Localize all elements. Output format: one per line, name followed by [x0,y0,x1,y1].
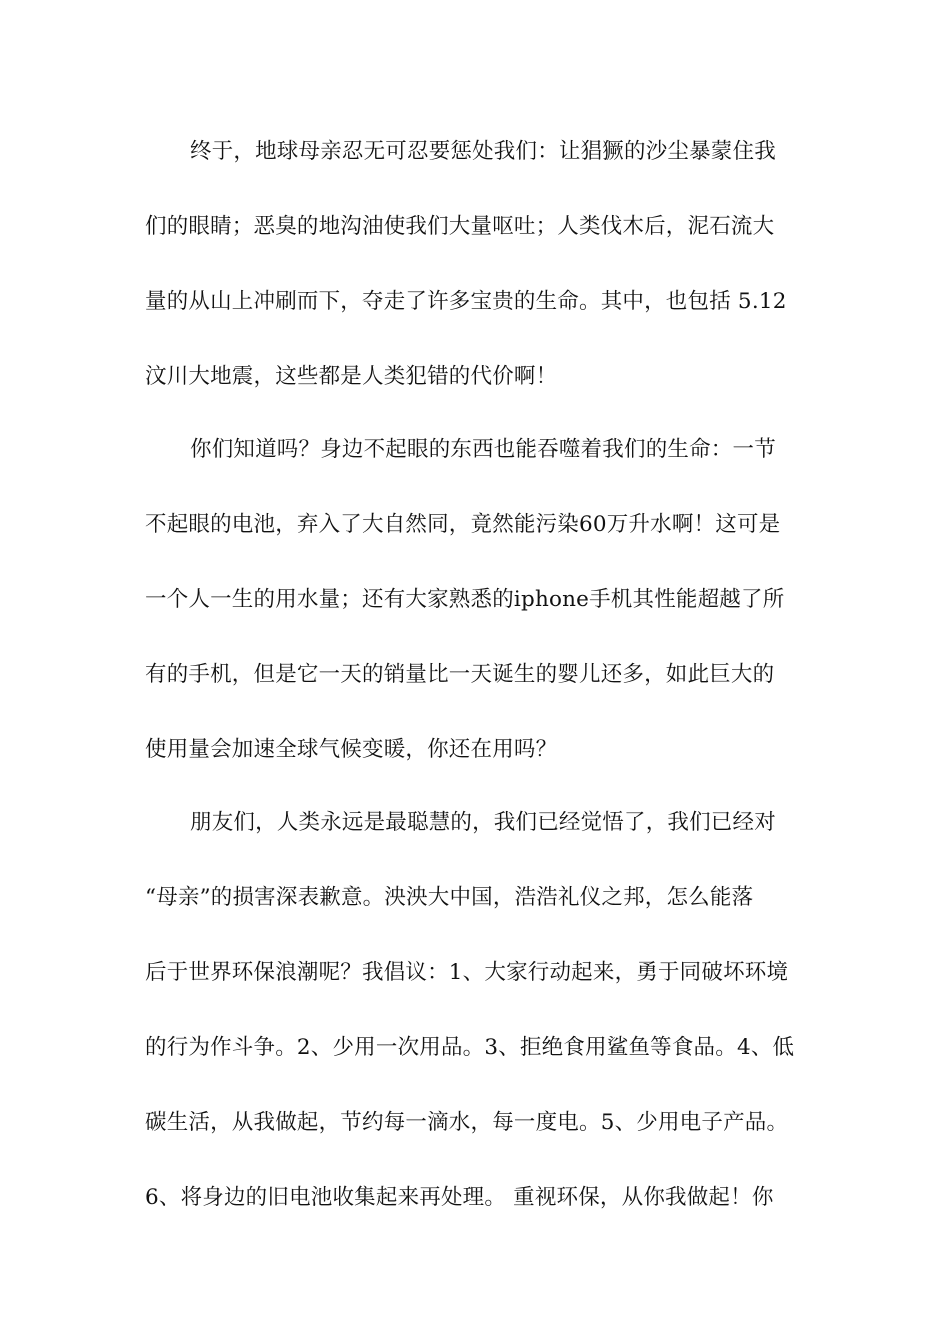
paragraph-1-line-2: 们的眼睛；恶臭的地沟油使我们大量呕吐；人类伐木后，泥石流大 [145,214,775,239]
paragraph-3-line-5: 碳生活，从我做起，节约每一滴水，每一度电。5、少用电子产品。 [145,1110,789,1135]
paragraph-2-line-1: 你们知道吗？身边不起眼的东西也能吞噬着我们的生命：一节 [190,437,776,462]
paragraph-2-line-4: 有的手机，但是它一天的销量比一天诞生的婴儿还多，如此巨大的 [145,662,775,687]
paragraph-1-line-4: 汶川大地震，这些都是人类犯错的代价啊！ [145,364,558,389]
paragraph-2-line-3: 一个人一生的用水量；还有大家熟悉的iphone手机其性能超越了所 [145,587,785,612]
paragraph-3-line-1: 朋友们，人类永远是最聪慧的，我们已经觉悟了，我们已经对 [190,810,776,835]
paragraph-3-line-2: “母亲”的损害深表歉意。泱泱大中国，浩浩礼仪之邦，怎么能落 [145,885,754,910]
paragraph-3-line-4: 的行为作斗争。2、少用一次用品。3、拒绝食用鲨鱼等食品。4、低 [145,1035,795,1060]
paragraph-1-line-1: 终于，地球母亲忍无可忍要惩处我们：让猖獗的沙尘暴蒙住我 [190,139,776,164]
paragraph-3-line-3: 后于世界环保浪潮呢？我倡议：1、大家行动起来，勇于同破坏环境 [145,960,789,985]
paragraph-2-line-5: 使用量会加速全球气候变暖，你还在用吗？ [145,737,558,762]
paragraph-2-line-2: 不起眼的电池，弃入了大自然同，竟然能污染60万升水啊！这可是 [145,512,781,537]
paragraph-3-line-6: 6、将身边的旧电池收集起来再处理。 重视环保，从你我做起！你 [145,1185,774,1210]
paragraph-1-line-3: 量的从山上冲刷而下，夺走了许多宝贵的生命。其中，也包括 5.12 [145,289,787,314]
